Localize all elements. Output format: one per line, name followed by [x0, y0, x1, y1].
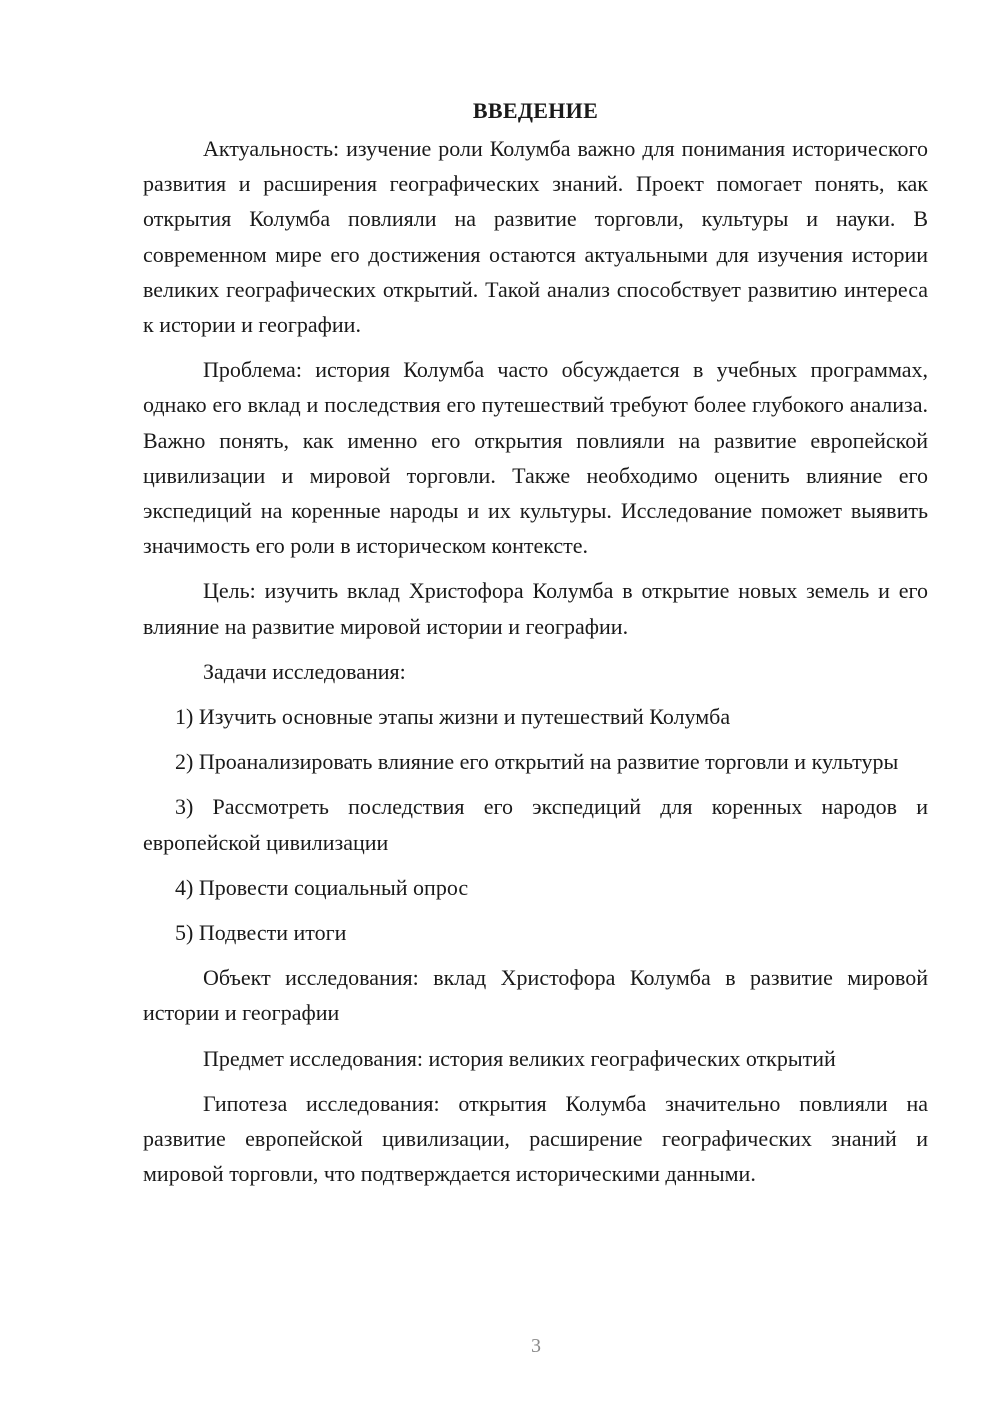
task-item: 4) Провести социальный опрос: [175, 874, 469, 900]
page-number: 3: [531, 1335, 541, 1357]
problem-paragraph: Проблема: история Колумба часто обсуждается в учебных программах, однако его вклад и последствия его путешествий требуют более глубокого анализа. Важно понять, как именно его открытия повлияли на развитие европейской цивилизации и мировой торговли. Также необходимо оценить влияние его экспедиций на коренные народы и их культуры. Исследование поможет выявить значимость его роли в историческом контексте.: [143, 357, 928, 559]
task-item: 1) Изучить основные этапы жизни и путешествий Колумба: [175, 704, 731, 730]
section-title: ВВЕДЕНИЕ: [472, 98, 599, 123]
task-item: 3) Рассмотреть последствия его экспедиций для коренных народов и европейской цивилизации: [143, 794, 928, 855]
task-item: 5) Подвести итоги: [175, 920, 347, 946]
relevance-paragraph: Актуальность: изучение роли Колумба важно для понимания исторического развития и расширения географических знаний. Проект помогает понять, как открытия Колумба повлияли на развитие торговли, культуры и науки. В современном мире его достижения остаются актуальными для изучения истории великих географических открытий. Такой анализ способствует развитию интереса к истории и географии.: [143, 136, 928, 338]
document-page: [143, 96, 928, 1201]
task-item: 2) Проанализировать влияние его открытий на развитие торговли и культуры: [175, 749, 899, 775]
subject-paragraph: Предмет исследования: история великих географических открытий: [203, 1045, 836, 1071]
object-paragraph: Объект исследования: вклад Христофора Колумба в развитие мировой истории и географии: [143, 965, 928, 1026]
tasks-heading: Задачи исследования:: [203, 658, 406, 684]
hypothesis-paragraph: Гипотеза исследования: открытия Колумба значительно повлияли на развитие европейской цивилизации, расширение географических знаний и мировой торговли, что подтверждается историческими данными.: [143, 1090, 928, 1187]
goal-paragraph: Цель: изучить вклад Христофора Колумба в открытие новых земель и его влияние на развитие мировой истории и географии.: [143, 578, 928, 639]
